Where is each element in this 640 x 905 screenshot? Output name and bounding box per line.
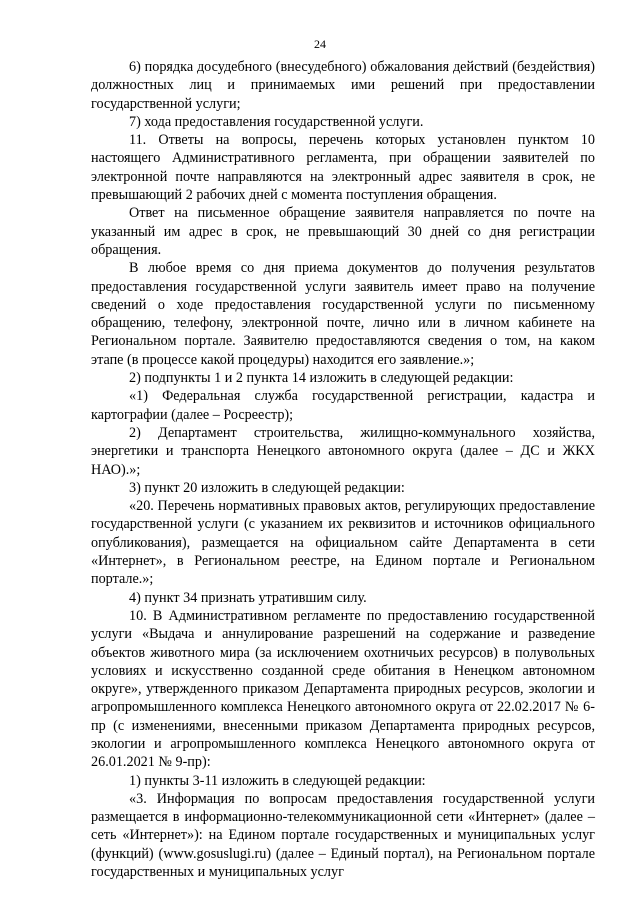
paragraph: 4) пункт 34 признать утратившим силу. — [129, 589, 367, 606]
paragraph: 6) порядка досудебного (внесудебного) обжалования действий (бездействия) должностных лиц и принимаемых ими решений при предоставлении государственной услуги; — [91, 59, 595, 112]
paragraph: 2) подпункты 1 и 2 пункта 14 изложить в следующей редакции: — [129, 370, 514, 387]
paragraph: 10. В Административном регламенте по предоставлению государственной услуги «Выдача и аннулирование разрешений на содержание и разведение объектов животного мира (за исключением охотничьих ресурсов) в полувольных условиях и искусственно созданной среде обитания в Ненецком автономном округе», утвержденного приказом Департамента природных ресурсов, экологии и агропромышленного комплекса Ненецкого автономного округа от 22.02.2017 № 6-пр (с изменениями, внесенными приказом Департамента природных ресурсов, экологии и агропромышленного комплекса Ненецкого автономного округа от 26.01.2021 № 9-пр): — [91, 607, 595, 771]
paragraph: 3) пункт 20 изложить в следующей редакции: — [129, 479, 405, 496]
paragraph: 11. Ответы на вопросы, перечень которых установлен пунктом 10 настоящего Административного регламента, при обращении заявителей по электронной почте направляются на электронный адрес заявителя в срок, не превышающий 2 рабочих дней с момента поступления обращения. — [91, 132, 595, 204]
paragraph: «1) Федеральная служба государственной регистрации, кадастра и картографии (далее – Росреестр); — [91, 388, 595, 423]
paragraph: В любое время со дня приема документов до получения результатов предоставления государственной услуги заявитель имеет право на получение сведений о ходе предоставления государственной услуги по письменному обращению, телефону, электронной почте, лично или в личном кабинете на Региональном портале. Заявителю предоставляются сведения о том, на каком этапе (в процессе какой процедуры) находится его заявление.»; — [91, 260, 595, 368]
paragraph: «20. Перечень нормативных правовых актов, регулирующих предоставление государственной услуги (с указанием их реквизитов и источников официального опубликования), размещается на официальном сайте Департамента в сети «Интернет», в Региональном реестре, на Едином портале и Региональном портале.»; — [91, 498, 595, 588]
page-number: 24 — [314, 37, 326, 51]
paragraph: Ответ на письменное обращение заявителя направляется по почте на указанный им адрес в срок, не превышающий 30 дней со дня регистрации обращения. — [91, 205, 595, 258]
document-body — [91, 58, 595, 881]
paragraph: «3. Информация по вопросам предоставления государственной услуги размещается в информационно-телекоммуникационной сети «Интернет» (далее – сеть «Интернет»): на Едином портале государственных и муниципальных услуг (функций) (www.gosuslugi.ru) (далее – Единый портал), на Региональном портале государственных и муниципальных услуг — [91, 790, 595, 881]
paragraph: 7) хода предоставления государственной услуги. — [129, 113, 424, 130]
paragraph: 1) пункты 3-11 изложить в следующей редакции: — [129, 772, 426, 789]
paragraph: 2) Департамент строительства, жилищно-коммунального хозяйства, энергетики и транспорта Ненецкого автономного округа (далее – ДС и ЖКХ НАО).»; — [91, 424, 595, 478]
